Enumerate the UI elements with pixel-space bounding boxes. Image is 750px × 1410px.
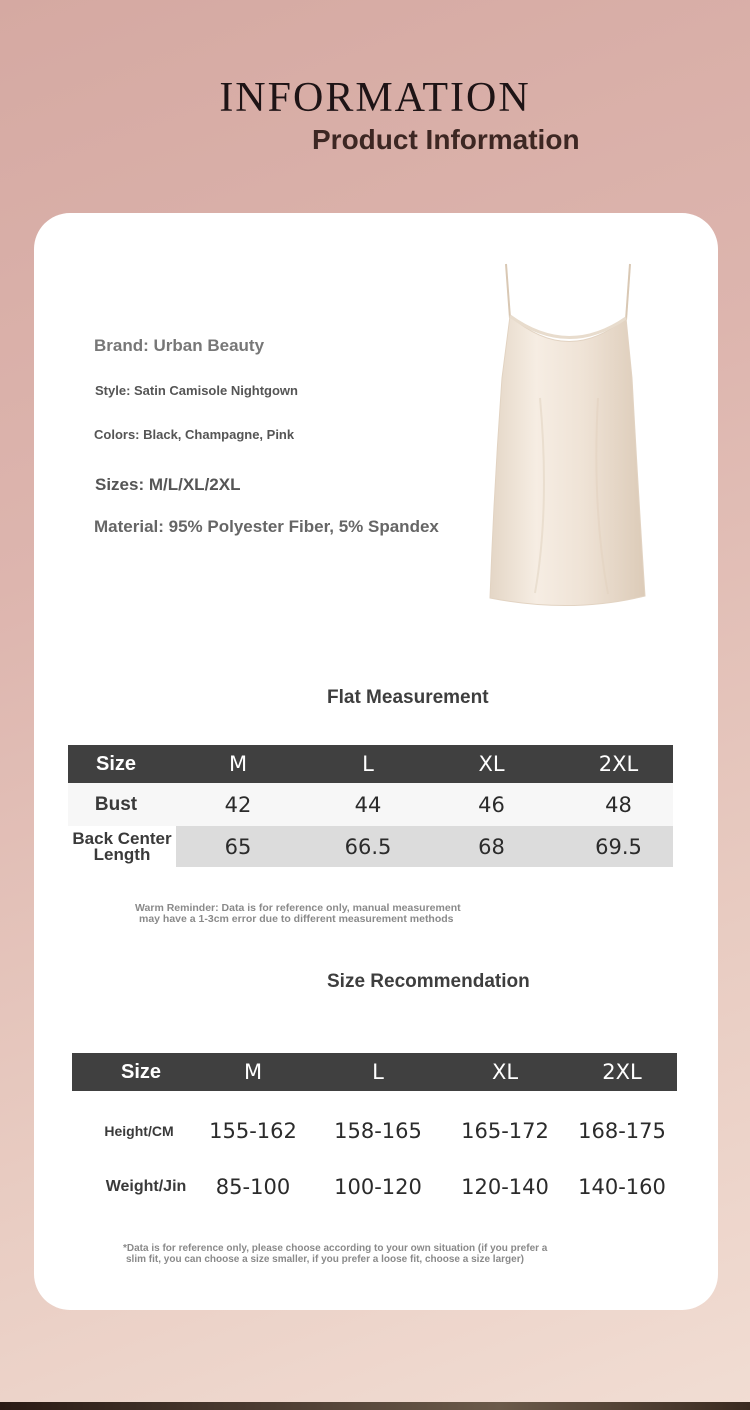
table-row [68,826,673,867]
column-header: M [243,1060,263,1084]
table-header-row [72,1053,677,1091]
table-cell: 46 [478,792,505,817]
bottom-photo-strip [0,1402,750,1410]
column-header: Size [120,1060,162,1083]
table-cell: 168-175 [578,1119,666,1143]
table-cell: 120-140 [461,1175,549,1199]
table-cell: 48 [605,792,632,817]
row-label [68,826,176,867]
flat-measurement-table [68,745,673,867]
note-line: may have a 1-3cm error due to different measurement methods [139,913,454,925]
header-title: INFORMATION [219,75,531,121]
row-label-line: Back Center [72,828,172,848]
table-cell: 66.5 [344,834,392,859]
style-line: Style: Satin Camisole Nightgown [95,383,298,398]
column-header: M [228,752,248,776]
table-cell: 44 [354,792,382,817]
note-line: Warm Reminder: Data is for reference only, manual measurement [135,902,461,914]
column-header: L [372,1060,384,1084]
row-label: Bust [94,793,138,815]
size-recommendation-table [72,1053,677,1213]
row-label: Weight/Jin [105,1178,187,1195]
table-cell: 165-172 [461,1119,549,1143]
table-cell: 42 [224,792,252,817]
column-header: XL [491,1060,519,1084]
table-cell: 155-162 [209,1119,297,1143]
table-cell: 69.5 [595,834,642,859]
note-line: slim fit, you can choose a size smaller, if you prefer a loose fit, choose a size larger) [126,1254,524,1265]
header-subtitle: Product Information [312,124,580,155]
size-recommendation-title: Size Recommendation [327,971,530,992]
table-cell: 68 [478,834,505,859]
recommendation-note [123,1243,547,1265]
row-label-line: Length [93,844,151,864]
table-header-row [68,745,673,783]
measurement-note [135,903,461,925]
note-line: *Data is for reference only, please choose according to your own situation (if you prefer a [123,1243,548,1254]
table-cell: 100-120 [334,1175,422,1199]
table-cell: 85-100 [215,1175,291,1199]
nightgown-image [480,258,660,618]
table-cell: 65 [224,834,252,859]
column-header: Size [95,752,137,775]
table-row [72,1167,677,1207]
colors-line: Colors: Black, Champagne, Pink [94,427,295,442]
column-header: 2XL [598,752,639,776]
table-row [72,1111,677,1151]
brand-line: Brand: Urban Beauty [94,336,265,355]
table-row [68,783,673,826]
table-cell: 158-165 [334,1119,422,1143]
flat-measurement-title: Flat Measurement [327,687,489,708]
column-header: XL [478,752,505,776]
sizes-line: Sizes: M/L/XL/2XL [95,475,241,494]
material-line: Material: 95% Polyester Fiber, 5% Spandex [94,517,439,536]
column-header: L [362,752,374,776]
table-cell: 140-160 [578,1175,666,1199]
column-header: 2XL [602,1060,642,1084]
row-label: Height/CM [104,1123,174,1139]
